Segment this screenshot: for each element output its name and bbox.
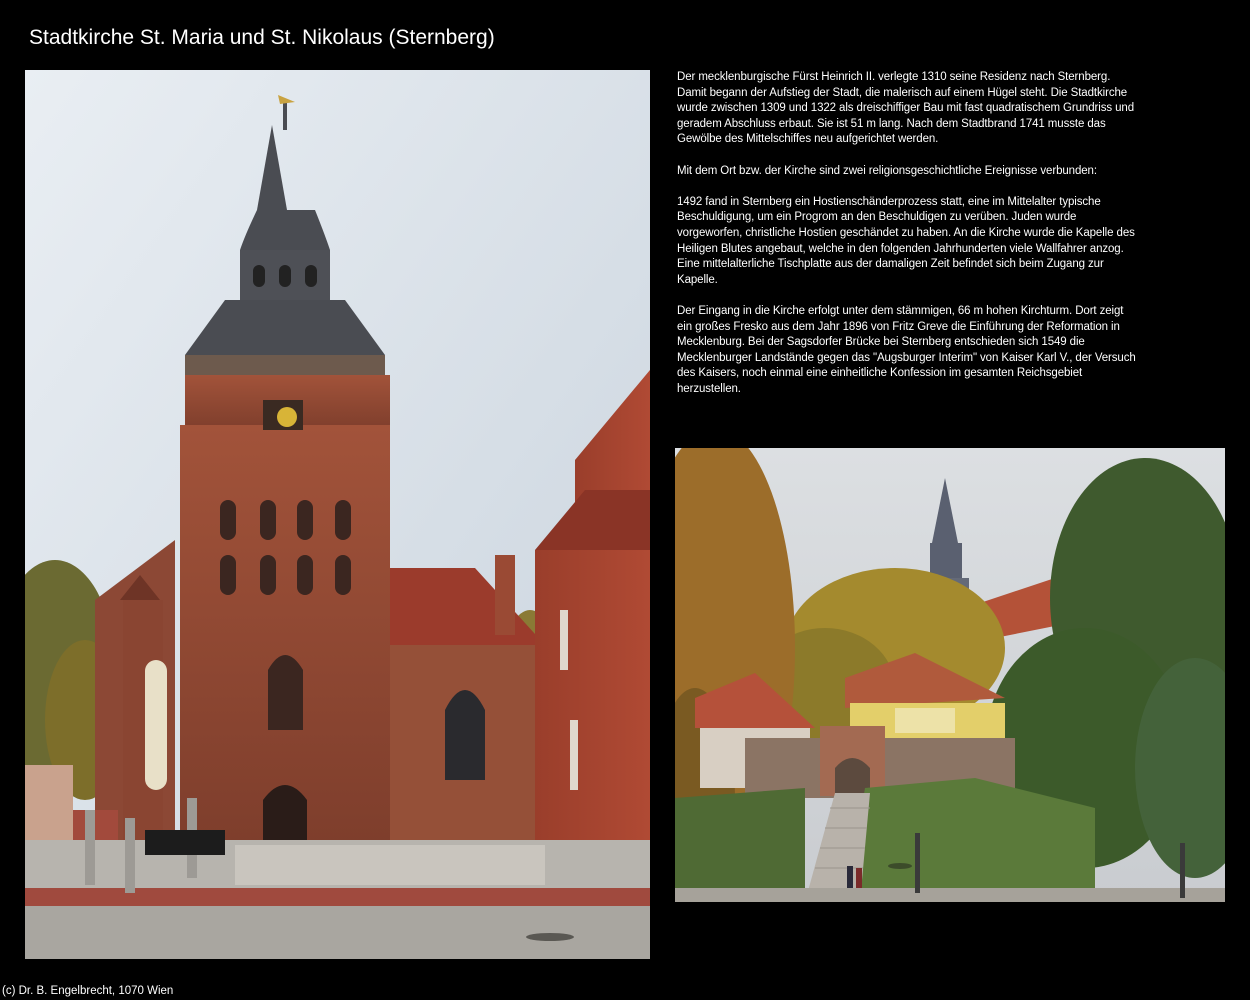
description-paragraph: Mit dem Ort bzw. der Kirche sind zwei religionsgeschichtliche Ereignisse verbunden: [677,164,1097,177]
church-tower-photo [25,70,650,959]
description-text [677,70,1137,413]
page-title: Stadtkirche St. Maria und St. Nikolaus (Sternberg) [29,26,495,49]
description-paragraph: Der Eingang in die Kirche erfolgt unter dem stämmigen, 66 m hohen Kirchturm. Dort zeigt ein großes Fresko aus dem Jahr 1896 von Fritz Greve die Einführung der Reformation in Mecklenburg. Bei der Sagsdorfer Brücke bei Sternberg entschieden sich 1549 die Mecklenburger Landstände gegen das "Augsburger Interim" von Kaiser Karl V., der Versuch des Kaisers, noch einmal eine einheitliche Konfession im gesamten Reichsgebiet herzustellen. [677,304,1136,395]
description-paragraph: 1492 fand in Sternberg ein Hostienschänderprozess statt, eine im Mittelalter typische Beschuldigung, um ein Progrom an den Beschuldigen zu verüben. Juden wurde vorgeworfen, christliche Hostien geschändet zu haben. An die Kirche wurde die Kapelle des Heiligen Blutes angebaut, welche in den folgenden Jahrhunderten viele Wallfahrer anzog. Eine mittelalterliche Tischplatte aus der damaligen Zeit befindet sich beim Zugang zur Kapelle. [677,195,1135,286]
description-paragraph: Der mecklenburgische Fürst Heinrich II. verlegte 1310 seine Residenz nach Sternberg. Damit begann der Aufstieg der Stadt, die malerisch auf einem Hügel steht. Die Stadtkirche wurde zwischen 1309 und 1322 als dreischiffiger Bau mit fast quadratischem Grundriss und geradem Abschluss erbaut. Sie ist 51 m lang. Nach dem Stadtbrand 1741 musste das Gewölbe des Mittelschiffes neu aufgerichtet werden. [677,71,1134,146]
copyright-footer: (c) Dr. B. Engelbrecht, 1070 Wien [2,985,174,997]
city-wall-gate-photo [675,448,1225,902]
